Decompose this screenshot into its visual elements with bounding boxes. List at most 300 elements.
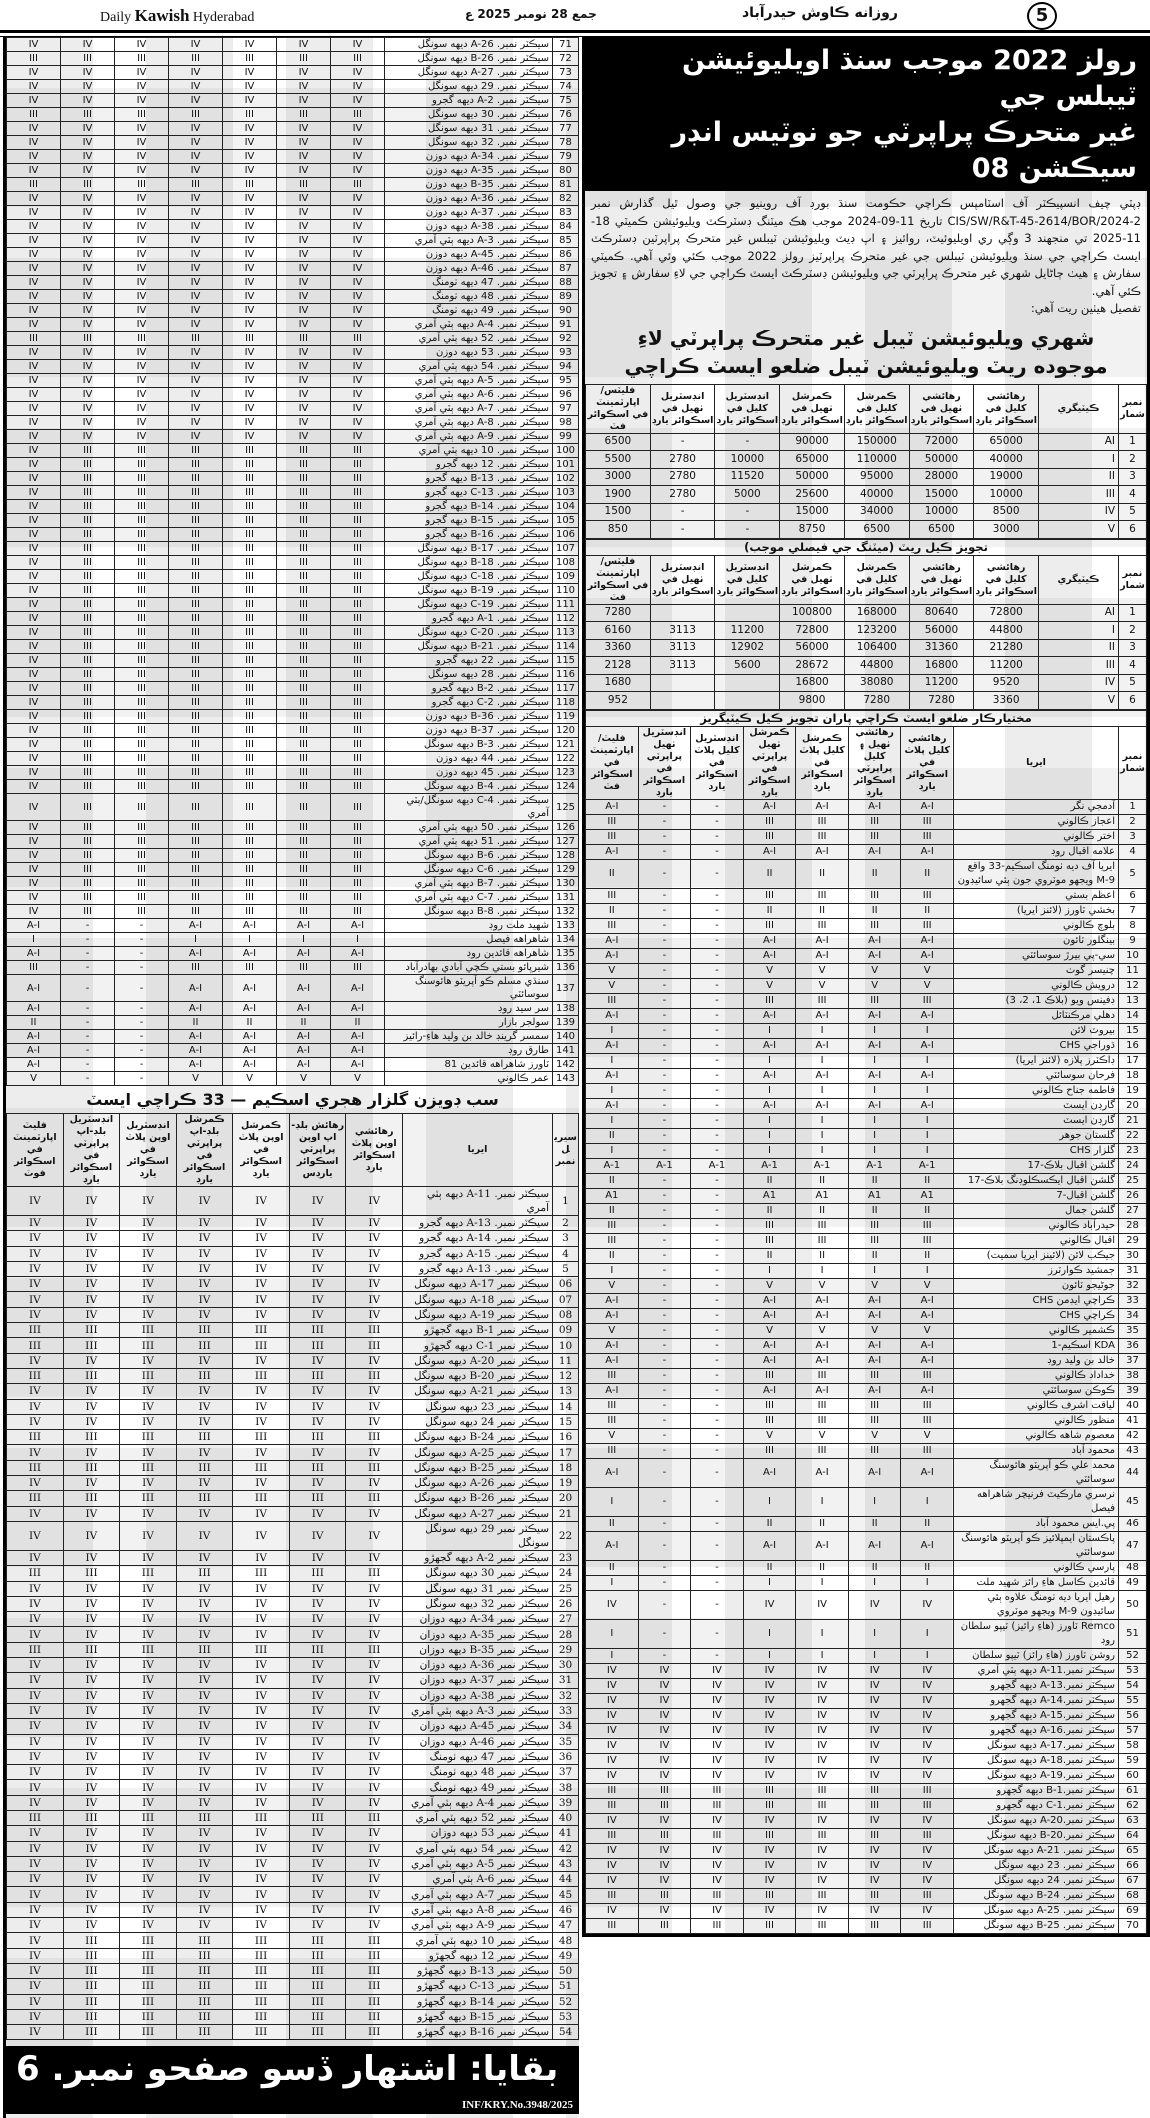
value-cell: IV <box>7 794 61 821</box>
value-cell: III <box>169 458 223 472</box>
table-row <box>7 528 579 542</box>
table-row <box>586 1619 1147 1648</box>
value-cell: 2780 <box>650 486 715 504</box>
value-cell: 6500 <box>586 433 651 451</box>
area-cell: محمود آباد <box>954 1443 1119 1458</box>
value-cell: - <box>691 1008 744 1023</box>
serial-number-cell: 136 <box>553 961 579 975</box>
value-cell: IV <box>120 1734 177 1749</box>
value-cell: III <box>115 472 169 486</box>
value-cell: - <box>691 978 744 993</box>
value-cell: III <box>115 52 169 66</box>
value-cell: A-I <box>848 1458 901 1487</box>
value-cell: IV <box>63 1246 120 1261</box>
value-cell: A-I <box>848 1383 901 1398</box>
value-cell: IV <box>7 780 61 794</box>
value-cell: V <box>586 1278 639 1293</box>
column-header: نمبر شمار <box>1119 555 1147 604</box>
value-cell: IV <box>796 1813 849 1828</box>
value-cell: II <box>586 1248 639 1263</box>
value-cell: II <box>586 859 639 888</box>
serial-number-cell: 10 <box>1119 948 1147 963</box>
value-cell: A-I <box>223 947 277 961</box>
value-cell: IV <box>61 416 115 430</box>
value-cell: IV <box>638 1663 691 1678</box>
value-cell: - <box>61 1002 115 1016</box>
value-cell: IV <box>638 1708 691 1723</box>
serial-number-cell: 6 <box>1119 888 1147 903</box>
value-cell: III <box>7 52 61 66</box>
value-cell: IV <box>233 1902 290 1917</box>
value-cell: - <box>691 1098 744 1113</box>
table-row <box>7 975 579 1002</box>
value-cell: IV <box>691 1663 744 1678</box>
area-cell: سيڪٽر نمبر. C-6 ديهه سونگل <box>385 863 553 877</box>
table-row <box>7 206 579 220</box>
value-cell: 25600 <box>780 486 845 504</box>
value-cell: - <box>650 503 715 521</box>
value-cell: IV <box>176 1719 233 1734</box>
area-cell: سيڪٽر نمبر. 45 ديهه دوزن <box>385 766 553 780</box>
serial-number-cell: 19 <box>553 1476 579 1491</box>
value-cell: IV <box>7 374 61 388</box>
area-cell: سيڪٽر نمبر. A-8 ديهه ٻٽي آمري <box>385 416 553 430</box>
area-cell: سيڪٽر نمبر. 52 ديهه ٻٽي آمري <box>385 332 553 346</box>
area-cell: سيڪٽر نمبر 24 ديهه سونگل <box>403 1414 553 1429</box>
serial-number-cell: 3 <box>1119 829 1147 844</box>
serial-number-cell: 12 <box>553 1368 579 1383</box>
value-cell: A-I <box>796 1458 849 1487</box>
value-cell: III <box>638 1798 691 1813</box>
serial-number-cell: 3 <box>1119 639 1147 657</box>
value-cell: IV <box>176 1795 233 1810</box>
serial-number-cell: 75 <box>553 94 579 108</box>
value-cell: III <box>61 542 115 556</box>
area-cell: اختر ڪالوني <box>954 829 1119 844</box>
area-cell: سيڪٽر نمبر A-45 ديهه دوزان <box>403 1719 553 1734</box>
value-cell: III <box>115 877 169 891</box>
value-cell: IV <box>638 1813 691 1828</box>
value-cell: IV <box>63 1596 120 1611</box>
area-cell: سيڪٽر نمبر. A-3 ديهه ٻٽي آمري <box>385 234 553 248</box>
value-cell: IV <box>233 1506 290 1521</box>
value-cell: III <box>115 500 169 514</box>
column-header: ڪمرشل کليل في اسڪوائر يارڊ <box>844 555 909 604</box>
value-cell: IV <box>289 1353 346 1368</box>
value-cell: II <box>743 1560 796 1575</box>
value-cell: A-I <box>7 975 61 1002</box>
serial-number-cell: 7 <box>1119 903 1147 918</box>
table-row <box>7 304 579 318</box>
value-cell: III <box>223 961 277 975</box>
value-cell: IV <box>7 1856 64 1871</box>
serial-number-cell: 25 <box>1119 1173 1147 1188</box>
area-cell: سيڪٽر نمبر. 31 ديهه سونگل <box>385 122 553 136</box>
value-cell: A-I <box>7 1030 61 1044</box>
area-cell: سيڪٽر نمبر. 51 ديهه ٻٽي آمري <box>385 835 553 849</box>
value-cell: - <box>691 1383 744 1398</box>
value-cell: - <box>638 963 691 978</box>
column-header: ڪمرشل ٺهيل پراپرٽي في اسڪوائر يارڊ <box>743 726 796 799</box>
table-row <box>7 1673 579 1688</box>
area-cell: سيڪٽر نمبر.A-18 ديهه سونگل <box>954 1753 1119 1768</box>
value-cell: III <box>223 877 277 891</box>
serial-number-cell: 5 <box>553 1261 579 1276</box>
table-row <box>586 1723 1147 1738</box>
value-cell: III <box>586 1398 639 1413</box>
column-header: سيريل نمبر <box>553 1114 579 1187</box>
value-cell: - <box>650 521 715 539</box>
serial-number-cell: 129 <box>553 863 579 877</box>
table-row <box>7 1476 579 1491</box>
value-cell: - <box>638 1323 691 1338</box>
value-cell: 50000 <box>909 451 974 469</box>
value-cell: 40000 <box>974 451 1039 469</box>
value-cell: III <box>331 696 385 710</box>
table-row <box>586 1738 1147 1753</box>
value-cell: IV <box>115 360 169 374</box>
serial-number-cell: 64 <box>1119 1828 1147 1843</box>
value-cell: A-I <box>223 1058 277 1072</box>
value-cell: I <box>743 1575 796 1590</box>
serial-number-cell: 39 <box>1119 1383 1147 1398</box>
column-header: انڊسٽريل ٺهيل في اسڪوائر يارڊ <box>650 555 715 604</box>
serial-number-cell: 30 <box>553 1658 579 1673</box>
value-cell: III <box>120 1491 177 1506</box>
value-cell: IV <box>331 136 385 150</box>
value-cell: V <box>796 1323 849 1338</box>
value-cell: - <box>638 814 691 829</box>
table-row <box>586 1128 1147 1143</box>
table-row <box>7 1277 579 1292</box>
value-cell: V <box>277 1072 331 1086</box>
value-cell: III <box>223 835 277 849</box>
notice-subtitle <box>585 324 1147 380</box>
value-cell: IV <box>223 122 277 136</box>
table-row <box>586 1843 1147 1858</box>
serial-number-cell: 46 <box>553 1902 579 1917</box>
value-cell: IV <box>848 1663 901 1678</box>
table-row <box>7 570 579 584</box>
value-cell: A-I <box>796 799 849 814</box>
area-cell: سيڪٽر نمبر. 50 ديهه ٻٽي آمري <box>385 821 553 835</box>
area-cell: سيڪٽر نمبر. A-21 ديهه سونگل <box>954 1843 1119 1858</box>
value-cell: III <box>223 640 277 654</box>
value-cell: I <box>277 933 331 947</box>
value-cell: A-I <box>743 1038 796 1053</box>
value-cell: A-I <box>796 1008 849 1023</box>
value-cell: III <box>743 829 796 844</box>
value-cell: III <box>7 1491 64 1506</box>
value-cell: - <box>638 1278 691 1293</box>
value-cell: IV <box>120 1627 177 1642</box>
serial-number-cell: 118 <box>553 696 579 710</box>
value-cell: V <box>796 978 849 993</box>
area-cell: سيڪٽر نمبر B-16 ديهه گجهڙو <box>403 2025 553 2040</box>
area-cell: قائدين ڪاسل هاءِ رائز شهيد ملت <box>954 1575 1119 1590</box>
value-cell: 21280 <box>974 639 1039 657</box>
table-row <box>586 1383 1147 1398</box>
value-cell: A-I <box>586 1531 639 1560</box>
area-cell: سيڪٽر نمبر. A-7 ديهه ٻٽي آمري <box>385 402 553 416</box>
table-row <box>586 1575 1147 1590</box>
value-cell: III <box>277 178 331 192</box>
value-cell: IV <box>289 1795 346 1810</box>
value-cell: III <box>176 2025 233 2040</box>
value-cell: - <box>691 1023 744 1038</box>
value-cell: III <box>115 905 169 919</box>
value-cell: IV <box>115 164 169 178</box>
value-cell: IV <box>115 66 169 80</box>
value-cell: IV <box>176 1506 233 1521</box>
table-row <box>7 164 579 178</box>
value-cell: - <box>715 503 780 521</box>
serial-number-cell: 49 <box>1119 1575 1147 1590</box>
value-cell: III <box>233 1460 290 1475</box>
value-cell: III <box>331 444 385 458</box>
value-cell: III <box>743 1413 796 1428</box>
value-cell: III <box>169 710 223 724</box>
value-cell: III <box>848 1888 901 1903</box>
value-cell: IV <box>346 1765 403 1780</box>
serial-number-cell: 39 <box>553 1795 579 1810</box>
value-cell: A1 <box>796 1188 849 1203</box>
table-row <box>586 692 1147 710</box>
value-cell: III <box>63 1368 120 1383</box>
value-cell: A-I <box>848 1308 901 1323</box>
value-cell: A-I <box>901 1308 954 1323</box>
value-cell: IV <box>848 1723 901 1738</box>
value-cell: - <box>115 1072 169 1086</box>
value-cell: A1 <box>901 1188 954 1203</box>
value-cell: A-I <box>586 933 639 948</box>
value-cell: IV <box>901 1723 954 1738</box>
serial-number-cell: 28 <box>1119 1218 1147 1233</box>
serial-number-cell: 5 <box>1119 859 1147 888</box>
value-cell: IV <box>115 374 169 388</box>
table-row <box>7 1841 579 1856</box>
value-cell: A-I <box>586 1293 639 1308</box>
area-cell: سيڪٽر نمبر. 47 ديهه ٺومنگ <box>385 276 553 290</box>
column-header: فليٽ اپارٽمينٽ في اسڪوائر فوٽ <box>7 1114 64 1187</box>
serial-number-cell: 26 <box>1119 1188 1147 1203</box>
value-cell: I <box>848 1648 901 1663</box>
table-row <box>7 682 579 696</box>
value-cell: A-I <box>169 1030 223 1044</box>
value-cell: III <box>61 52 115 66</box>
value-cell: IV <box>120 1414 177 1429</box>
value-cell: A-I <box>223 1030 277 1044</box>
value-cell: IV <box>63 1627 120 1642</box>
area-cell: سيڪٽر نمبر. 24 ديهه سونگل <box>954 1873 1119 1888</box>
area-cell: سيڪٽر نمبر 29 ديهه سونگل سونگل <box>403 1521 553 1550</box>
value-cell: III <box>176 1642 233 1657</box>
value-cell: - <box>691 1128 744 1143</box>
area-cell: سيڪٽر نمبر. B-24 ديهه سونگل <box>954 1888 1119 1903</box>
value-cell: A-I <box>796 844 849 859</box>
category-table-caption: مختيارڪار ضلعو ايسٽ ڪراچي پاران تجويز ڪيل ڪيٽيگريز <box>585 710 1147 726</box>
value-cell: A-I <box>7 1002 61 1016</box>
area-cell: خداداد ڪالوني <box>954 1368 1119 1383</box>
serial-number-cell: 139 <box>553 1016 579 1030</box>
value-cell: V <box>901 978 954 993</box>
value-cell: IV <box>277 94 331 108</box>
value-cell: IV <box>7 262 61 276</box>
area-cell: آدمجي نگر <box>954 799 1119 814</box>
table-row <box>586 1398 1147 1413</box>
value-cell: IV <box>289 1550 346 1565</box>
value-cell: III <box>223 570 277 584</box>
value-cell: IV <box>7 891 61 905</box>
value-cell: IV <box>346 1216 403 1231</box>
value-cell: III <box>331 668 385 682</box>
value-cell: - <box>638 948 691 963</box>
value-cell: - <box>638 1113 691 1128</box>
area-cell: حيدرآباد ڪالوني <box>954 1218 1119 1233</box>
value-cell: IV <box>169 304 223 318</box>
value-cell: III <box>115 584 169 598</box>
value-cell: III <box>120 1979 177 1994</box>
value-cell: A-I <box>277 1002 331 1016</box>
value-cell: A-I <box>277 1058 331 1072</box>
value-cell: IV <box>169 192 223 206</box>
value-cell: IV <box>277 430 331 444</box>
value-cell: V <box>796 1278 849 1293</box>
value-cell: III <box>743 1398 796 1413</box>
value-cell: IV <box>63 1277 120 1292</box>
serial-number-cell: 110 <box>553 584 579 598</box>
table-row <box>586 1098 1147 1113</box>
value-cell: IV <box>691 1678 744 1693</box>
table-row <box>7 1581 579 1596</box>
value-cell: III <box>289 1368 346 1383</box>
value-cell: III <box>233 1948 290 1963</box>
value-cell: IV <box>7 640 61 654</box>
serial-number-cell: 21 <box>1119 1113 1147 1128</box>
value-cell: III <box>277 458 331 472</box>
value-cell: IV <box>796 1768 849 1783</box>
value-cell: IV <box>331 318 385 332</box>
value-cell: III <box>586 1413 639 1428</box>
table-row <box>7 584 579 598</box>
value-cell: III <box>223 458 277 472</box>
value-cell: IV <box>120 1581 177 1596</box>
value-cell: III <box>115 598 169 612</box>
area-cell: طارق روڊ <box>385 1044 553 1058</box>
value-cell: IV <box>176 1627 233 1642</box>
value-cell: III <box>223 178 277 192</box>
area-cell: ڌوراجي CHS <box>954 1038 1119 1053</box>
table-row <box>7 1856 579 1871</box>
value-cell: IV <box>7 1292 64 1307</box>
value-cell: IV <box>7 1826 64 1841</box>
value-cell: - <box>691 1203 744 1218</box>
value-cell: I <box>743 1128 796 1143</box>
table-row <box>7 1963 579 1978</box>
value-cell: IV <box>331 304 385 318</box>
table-row <box>586 1173 1147 1188</box>
value-cell: II <box>796 859 849 888</box>
value-cell: 1900 <box>586 486 651 504</box>
value-cell: IV <box>7 444 61 458</box>
area-cell: پاڪستان ايمپلائيز ڪو آپريٽو هائوسنگ سوسائٽي <box>954 1531 1119 1560</box>
value-cell: A-I <box>901 1098 954 1113</box>
table-row <box>7 500 579 514</box>
area-cell: III <box>1039 657 1119 675</box>
value-cell: III <box>901 1828 954 1843</box>
value-cell: III <box>169 766 223 780</box>
value-cell: III <box>233 1933 290 1948</box>
value-cell: - <box>638 1413 691 1428</box>
serial-number-cell: 96 <box>553 388 579 402</box>
serial-number-cell: 104 <box>553 500 579 514</box>
value-cell: IV <box>277 402 331 416</box>
value-cell: IV <box>586 1738 639 1753</box>
value-cell: I <box>901 1083 954 1098</box>
value-cell: IV <box>233 1719 290 1734</box>
value-cell: IV <box>233 1307 290 1322</box>
value-cell: IV <box>277 416 331 430</box>
value-cell: IV <box>586 1663 639 1678</box>
value-cell: III <box>169 570 223 584</box>
table-row <box>586 1308 1147 1323</box>
value-cell: I <box>796 1263 849 1278</box>
value-cell: V <box>901 1428 954 1443</box>
value-cell: V <box>743 978 796 993</box>
value-cell: IV <box>848 1590 901 1619</box>
value-cell: IV <box>233 1841 290 1856</box>
value-cell: IV <box>7 1521 64 1550</box>
serial-number-cell: 43 <box>1119 1443 1147 1458</box>
serial-number-cell: 81 <box>553 178 579 192</box>
table-row <box>586 1413 1147 1428</box>
serial-number-cell: 11 <box>1119 963 1147 978</box>
value-cell: IV <box>901 1693 954 1708</box>
serial-number-cell: 126 <box>553 821 579 835</box>
value-cell: IV <box>586 1693 639 1708</box>
serial-number-cell: 105 <box>553 514 579 528</box>
value-cell: I <box>586 1083 639 1098</box>
column-header: فليٽ/اپارٽمينٽ في اسڪوائر فٽ <box>586 726 639 799</box>
value-cell: III <box>169 52 223 66</box>
value-cell: V <box>848 978 901 993</box>
value-cell: III <box>176 1948 233 1963</box>
serial-number-cell: 32 <box>553 1688 579 1703</box>
value-cell: 72000 <box>909 433 974 451</box>
area-cell: سيڪٽر نمبر. B-7 ديهه ٻٽي آمري <box>385 877 553 891</box>
table-row <box>7 1216 579 1231</box>
serial-number-cell: 34 <box>1119 1308 1147 1323</box>
value-cell: III <box>120 1642 177 1657</box>
table-row <box>7 1872 579 1887</box>
serial-number-cell: 6 <box>1119 692 1147 710</box>
value-cell: IV <box>233 1856 290 1871</box>
value-cell: II <box>901 903 954 918</box>
value-cell: IV <box>233 1231 290 1246</box>
value-cell: - <box>691 918 744 933</box>
value-cell: IV <box>63 1780 120 1795</box>
value-cell: IV <box>346 1231 403 1246</box>
area-cell: گلشن جمال <box>954 1203 1119 1218</box>
value-cell: III <box>120 2025 177 2040</box>
value-cell: IV <box>7 1734 64 1749</box>
value-cell: III <box>289 2025 346 2040</box>
value-cell: IV <box>233 1826 290 1841</box>
value-cell: II <box>848 1516 901 1531</box>
value-cell: III <box>331 52 385 66</box>
value-cell: 3000 <box>974 521 1039 539</box>
value-cell: IV <box>331 206 385 220</box>
